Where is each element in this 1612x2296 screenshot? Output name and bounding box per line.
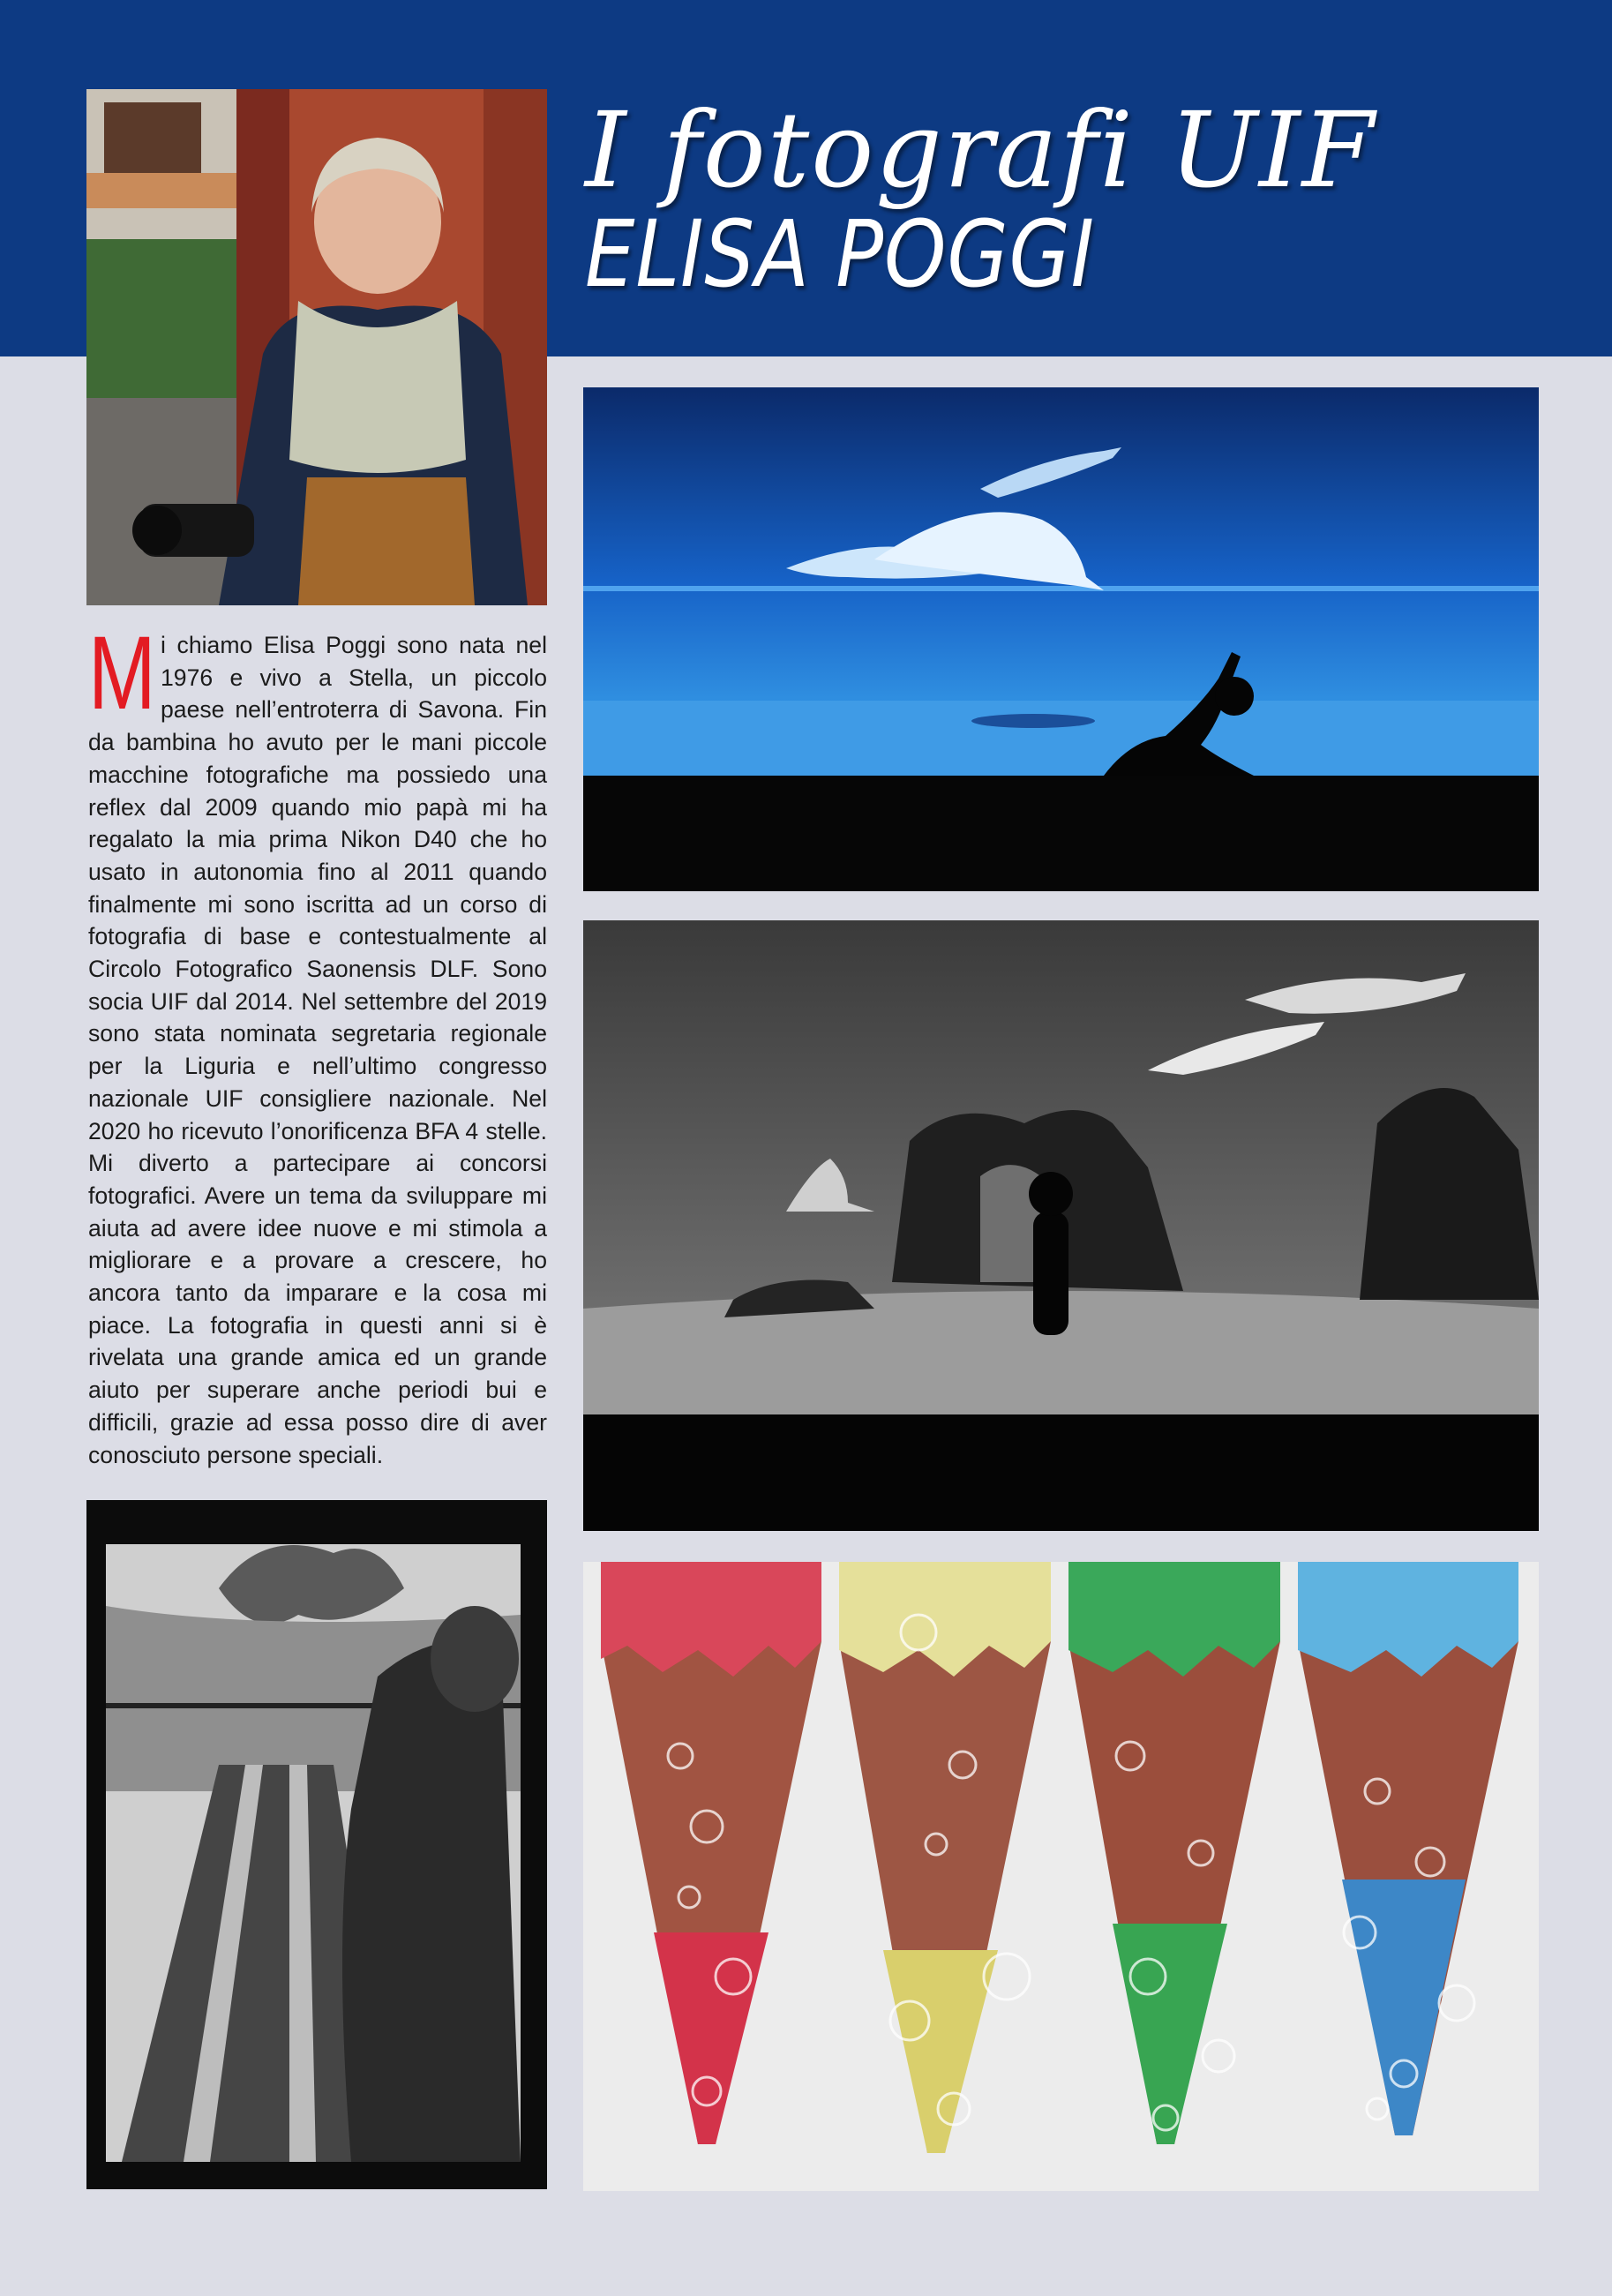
title-series: I fotografi UIF (585, 89, 1376, 211)
dolphins-photo (583, 387, 1539, 891)
title-photographer-name: ELISA POGGI (585, 200, 1095, 308)
page-title (585, 89, 1556, 308)
biography-text (88, 615, 547, 1471)
dropcap: M (88, 615, 156, 732)
sharks-photo (583, 920, 1539, 1531)
railway-photo (86, 1500, 547, 2189)
portrait-photo (86, 89, 547, 605)
biography-body: i chiamo Elisa Poggi sono nata nel 1976 e vivo a Stella, un piccolo paese nell’entroterra di Savona. Fin da bambina ho avuto per le mani piccole macchine fotografiche ma possiedo una reflex dal 2009 quando mio papà mi ha regalato la mia prima Nikon D40 che ho usato in autonomia fino al 2011 quando finalmente mi sono iscritta ad un corso di fotografia di base e contestualmente al Circolo Fotografico Saonensis DLF. Sono socia UIF dal 2014. Nel settembre del 2019 sono stata nominata segretaria regionale per la Liguria e nell’ultimo congresso nazionale UIF consigliere nazionale. Nel 2020 ho ricevuto l’onorificenza BFA 4 stelle. Mi diverto a partecipare ai concorsi fotografici. Avere un tema da sviluppare mi aiuta ad avere idee nuove e mi stimola a migliorare e a provare a crescere, ho ancora tanto da imparare e la cosa mi piace. La fotografia in questi anni si è rivelata una grande amica ed un grande aiuto per superare anche periodi bui e difficili, grazie ad essa posso dire di aver conosciuto persone speciali. (88, 632, 547, 1468)
pencils-photo (583, 1562, 1539, 2191)
